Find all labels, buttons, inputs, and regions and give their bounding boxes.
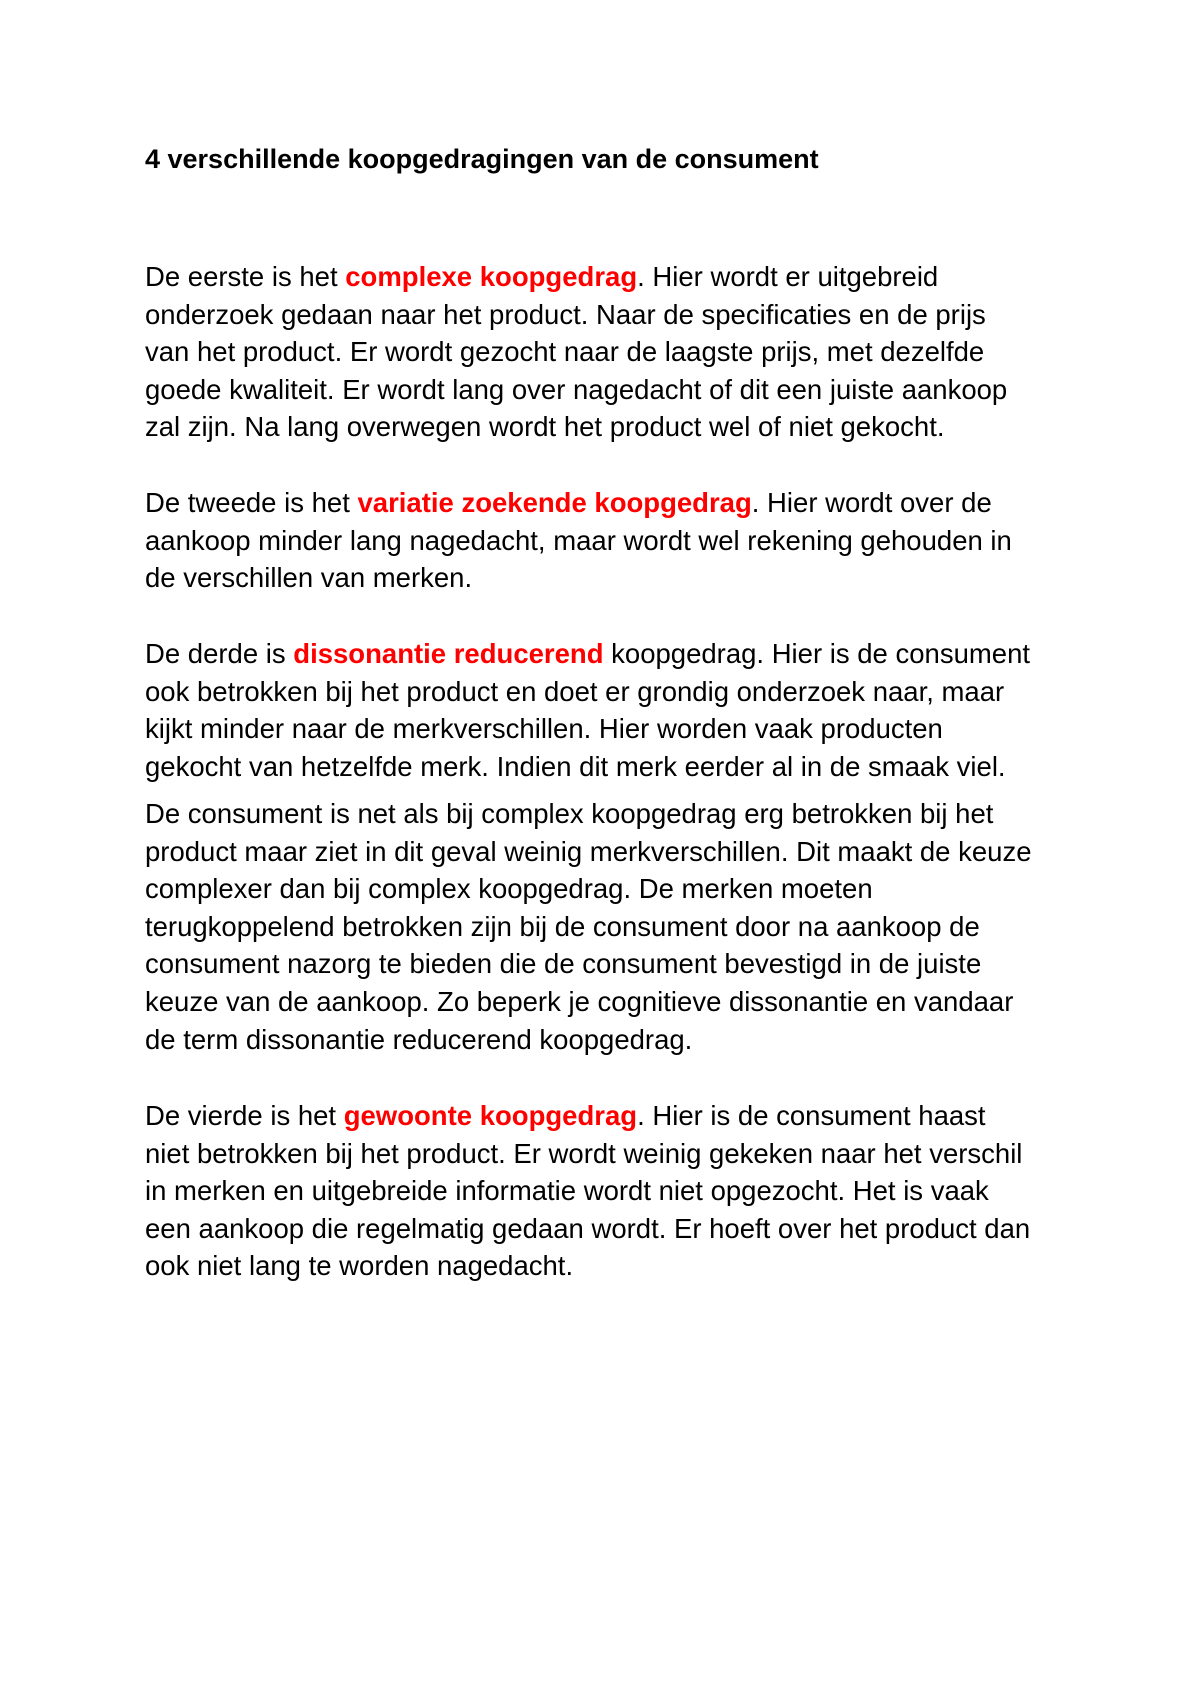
- paragraph-line: gekocht van hetzelfde merk. Indien dit merk eerder al in de smaak viel.: [145, 750, 1006, 782]
- paragraph-line: onderzoek gedaan naar het product. Naar de specificaties en de prijs: [145, 298, 986, 330]
- paragraph-line: consument nazorg te bieden die de consument bevestigd in de juiste: [145, 948, 982, 980]
- paragraph-line: de term dissonantie reducerend koopgedrag.: [145, 1023, 693, 1055]
- paragraph-variation: [145, 484, 1012, 597]
- paragraph-line: van het product. Er wordt gezocht naar de laagste prijs, met dezelfde: [145, 336, 985, 368]
- paragraph-line: De vierde is het gewoonte koopgedrag. Hier is de consument haast: [145, 1100, 986, 1131]
- document-body: [145, 140, 1085, 1282]
- paragraph-line: ook betrokken bij het product en doet er grondig onderzoek naar, maar: [145, 675, 1005, 707]
- paragraph-dissonance: [145, 635, 1030, 785]
- paragraph-line: product maar ziet in dit geval weinig merkverschillen. Dit maakt de keuze: [145, 835, 1032, 867]
- highlighted-term: dissonantie reducerend: [293, 638, 604, 669]
- document-title: 4 verschillende koopgedragingen van de consument: [145, 144, 819, 174]
- highlighted-term: complexe koopgedrag: [345, 261, 638, 292]
- paragraph-line: een aankoop die regelmatig gedaan wordt. Er hoeft over het product dan: [145, 1212, 1031, 1244]
- paragraph-line: ook niet lang te worden nagedacht.: [145, 1250, 574, 1282]
- paragraph-line: zal zijn. Na lang overwegen wordt het product wel of niet gekocht.: [145, 411, 945, 443]
- paragraph-line: keuze van de aankoop. Zo beperk je cognitieve dissonantie en vandaar: [145, 985, 1014, 1017]
- paragraph-line: kijkt minder naar de merkverschillen. Hier worden vaak producten: [145, 713, 943, 745]
- paragraph-line: goede kwaliteit. Er wordt lang over nagedacht of dit een juiste aankoop: [145, 373, 1008, 405]
- paragraph-line: niet betrokken bij het product. Er wordt weinig gekeken naar het verschil: [145, 1137, 1023, 1169]
- paragraph-line: aankoop minder lang nagedacht, maar wordt wel rekening gehouden in: [145, 524, 1012, 556]
- highlighted-term: variatie zoekende koopgedrag: [357, 487, 752, 518]
- paragraph-line: complexer dan bij complex koopgedrag. De merken moeten: [145, 873, 873, 905]
- paragraph-line: De consument is net als bij complex koopgedrag erg betrokken bij het: [145, 798, 994, 829]
- paragraph-line: de verschillen van merken.: [145, 562, 473, 594]
- paragraph-line: De tweede is het variatie zoekende koopgedrag. Hier wordt over de: [145, 487, 992, 518]
- paragraph-complex: [145, 258, 1007, 446]
- paragraph-line: terugkoppelend betrokken zijn bij de consument door na aankoop de: [145, 910, 980, 942]
- highlighted-term: gewoonte koopgedrag: [343, 1100, 638, 1131]
- paragraph-line: in merken en uitgebreide informatie wordt niet opgezocht. Het is vaak: [145, 1175, 989, 1207]
- paragraph-dissonance-detail: [145, 795, 1032, 1058]
- paragraph-line: De eerste is het complexe koopgedrag. Hier wordt er uitgebreid: [145, 261, 939, 292]
- paragraph-line: De derde is dissonantie reducerend koopgedrag. Hier is de consument: [145, 638, 1031, 669]
- paragraph-habit: [145, 1097, 1030, 1285]
